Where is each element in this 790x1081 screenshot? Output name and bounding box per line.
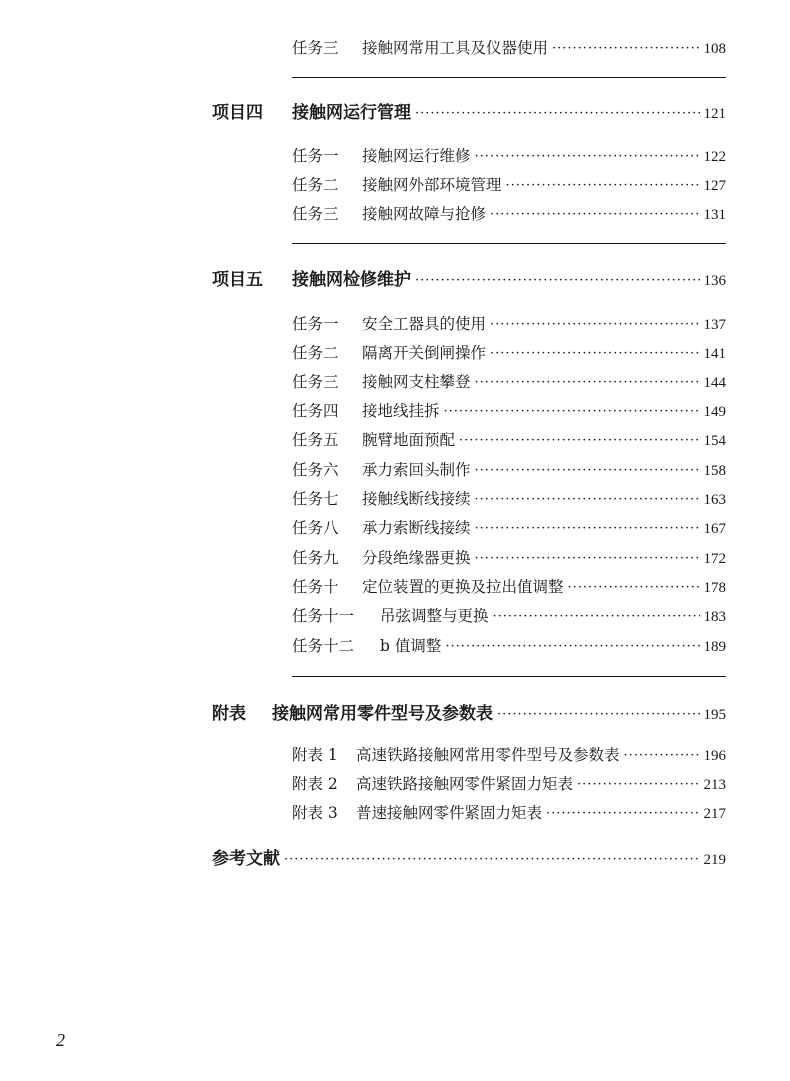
toc-entry-page: 163 [703, 492, 726, 508]
dot-leader [475, 376, 700, 392]
appendix-item-label: 附表 1 [292, 746, 338, 764]
toc-appendix-item[interactable] [292, 743, 726, 765]
appendix-item-title: 高速铁路接触网零件紧固力矩表 [356, 775, 574, 793]
project-label: 项目四 [212, 103, 263, 123]
dot-leader [546, 807, 699, 823]
toc-entry[interactable] [292, 173, 726, 195]
dot-leader [445, 640, 699, 656]
toc-entry-title: 接触网外部环境管理 [362, 176, 502, 194]
dot-leader [459, 434, 699, 450]
toc-entry-title: 定位装置的更换及拉出值调整 [362, 578, 564, 596]
toc-entry-label: 任务六 [292, 461, 339, 479]
toc-entry[interactable] [292, 341, 726, 363]
toc-project-5[interactable] [212, 264, 726, 290]
toc-entry[interactable] [292, 202, 726, 224]
page-number: 2 [56, 1030, 65, 1050]
appendix-item-title: 普速接触网零件紧固力矩表 [356, 804, 543, 822]
dot-leader [493, 610, 700, 626]
toc-entry-label: 任务四 [292, 402, 339, 420]
dot-leader [552, 42, 699, 58]
toc-entry-title: 接触网常用工具及仪器使用 [362, 39, 549, 57]
toc-entry[interactable] [292, 36, 726, 58]
toc-entry[interactable] [292, 428, 726, 450]
toc-entry-title: 承力索断线接续 [362, 519, 471, 537]
toc-entry-label: 任务十二 [292, 637, 355, 655]
toc-entry-page: 154 [703, 433, 726, 449]
dot-leader [284, 853, 700, 869]
toc-entry[interactable] [292, 312, 726, 334]
toc-entry-label: 任务十 [292, 578, 339, 596]
dot-leader [490, 347, 699, 363]
toc-entry-title: 腕臂地面预配 [362, 431, 456, 449]
toc-entry-label: 任务二 [292, 176, 339, 194]
dot-leader [490, 318, 699, 334]
section-divider [292, 77, 726, 78]
dot-leader [415, 107, 700, 123]
toc-entry-title: 接触网支柱攀登 [362, 373, 471, 391]
toc-entry-page: 127 [703, 178, 726, 194]
project-label: 项目五 [212, 270, 263, 290]
toc-entry-page: 108 [703, 41, 726, 57]
toc-entry-title: b 值调整 [380, 637, 442, 655]
appendix-item-label: 附表 2 [292, 775, 338, 793]
appendix-item-page: 213 [703, 777, 726, 793]
toc-entry-label: 任务七 [292, 490, 339, 508]
appendix-item-page: 196 [703, 748, 726, 764]
toc-entry[interactable] [292, 604, 726, 626]
toc-entry-label: 任务八 [292, 519, 339, 537]
toc-entry-label: 任务十一 [292, 607, 355, 625]
toc-entry-page: 144 [703, 375, 726, 391]
section-divider [292, 243, 726, 244]
toc-entry-page: 141 [703, 346, 726, 362]
toc-entry-label: 任务二 [292, 344, 339, 362]
toc-entry-label: 任务三 [292, 205, 339, 223]
dot-leader [444, 405, 700, 421]
appendix-item-title: 高速铁路接触网常用零件型号及参数表 [356, 746, 620, 764]
toc-entry-title: 接触线断线接续 [362, 490, 471, 508]
toc-entry-title: 承力索回头制作 [362, 461, 471, 479]
toc-entry-label: 任务三 [292, 39, 339, 57]
dot-leader [506, 179, 700, 195]
appendix-label: 附表 [212, 704, 246, 724]
toc-entry[interactable] [292, 487, 726, 509]
project-page: 136 [703, 273, 726, 289]
toc-entry-title: 吊弦调整与更换 [380, 607, 489, 625]
dot-leader [624, 749, 700, 765]
toc-entry-page: 131 [703, 207, 726, 223]
toc-entry-title: 接触网故障与抢修 [362, 205, 487, 223]
toc-entry-title: 安全工器具的使用 [362, 315, 487, 333]
references-page: 219 [703, 852, 726, 868]
toc-appendix[interactable] [212, 698, 726, 724]
dot-leader [475, 493, 700, 509]
dot-leader [497, 708, 700, 724]
toc-entry-page: 172 [703, 551, 726, 567]
toc-entry-label: 任务一 [292, 147, 339, 165]
toc-appendix-item[interactable] [292, 772, 726, 794]
toc-entry-page: 189 [703, 639, 726, 655]
appendix-item-page: 217 [703, 806, 726, 822]
project-page: 121 [703, 106, 726, 122]
dot-leader [577, 778, 699, 794]
toc-entry-label: 任务九 [292, 549, 339, 567]
dot-leader [415, 274, 700, 290]
toc-entry-page: 149 [703, 404, 726, 420]
toc-entry-label: 任务三 [292, 373, 339, 391]
toc-entry[interactable] [292, 144, 726, 166]
toc-entry[interactable] [292, 399, 726, 421]
toc-project-4[interactable] [212, 97, 726, 123]
dot-leader [475, 522, 700, 538]
toc-entry-page: 158 [703, 463, 726, 479]
dot-leader [475, 464, 700, 480]
dot-leader [568, 581, 700, 597]
toc-entry-page: 137 [703, 317, 726, 333]
toc-entry-page: 178 [703, 580, 726, 596]
toc-entry[interactable] [292, 458, 726, 480]
toc-entry[interactable] [292, 575, 726, 597]
toc-entry-title: 接触网运行维修 [362, 147, 471, 165]
appendix-item-label: 附表 3 [292, 804, 338, 822]
dot-leader [490, 208, 699, 224]
toc-appendix-item[interactable] [292, 801, 726, 823]
toc-entry-page: 167 [703, 521, 726, 537]
project-title: 接触网运行管理 [292, 103, 411, 123]
toc-entry-page: 122 [703, 149, 726, 165]
toc-entry[interactable] [292, 516, 726, 538]
toc-entry-page: 183 [703, 609, 726, 625]
toc-entry-title: 分段绝缘器更换 [362, 549, 471, 567]
toc-entry[interactable] [292, 634, 726, 656]
references-title: 参考文献 [212, 849, 280, 869]
toc-entry-label: 任务一 [292, 315, 339, 333]
section-divider [292, 676, 726, 677]
toc-entry-title: 隔离开关倒闸操作 [362, 344, 487, 362]
toc-entry-label: 任务五 [292, 431, 339, 449]
appendix-page: 195 [703, 707, 726, 723]
toc-entry[interactable] [292, 370, 726, 392]
toc-entry[interactable] [292, 546, 726, 568]
dot-leader [475, 552, 700, 568]
toc-references[interactable] [212, 843, 726, 869]
appendix-title: 接触网常用零件型号及参数表 [272, 704, 493, 724]
toc-entry-title: 接地线挂拆 [362, 402, 440, 420]
project-title: 接触网检修维护 [292, 270, 411, 290]
dot-leader [475, 150, 700, 166]
